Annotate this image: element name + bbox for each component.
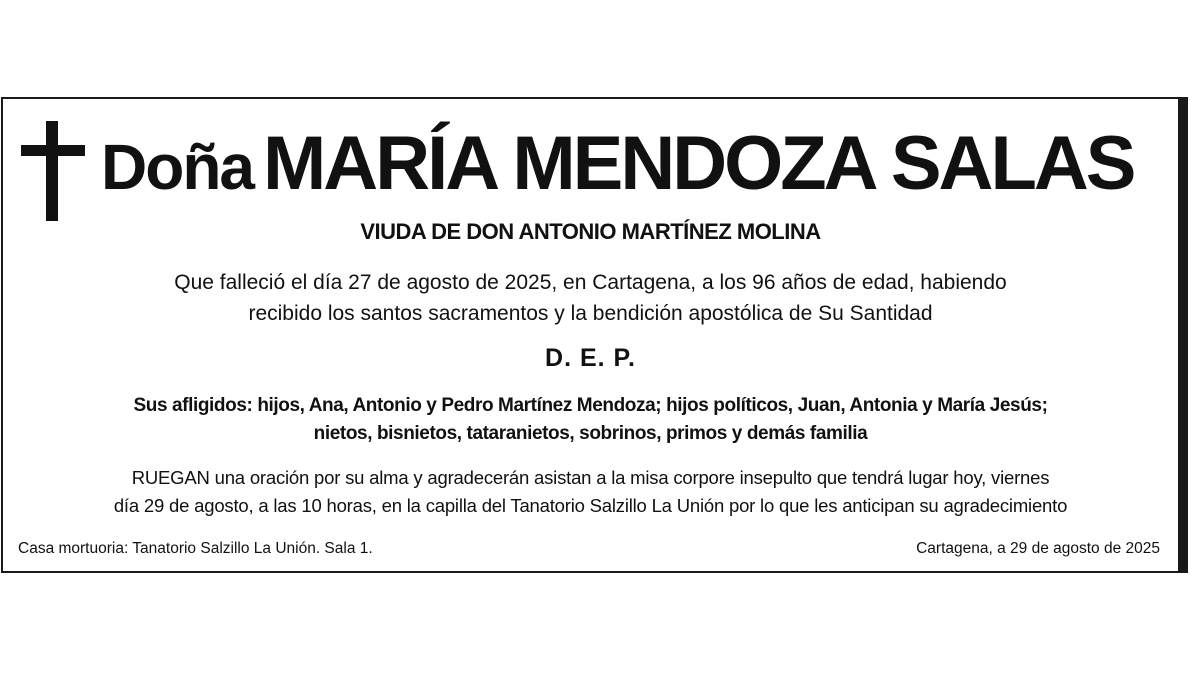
obituary-notice (1, 97, 1188, 573)
death-line-2: recibido los santos sacramentos y la bendición apostólica de Su Santidad (248, 302, 933, 325)
request-line-1: RUEGAN una oración por su alma y agradecerán asistan a la misa corpore insepulto que tendrá lugar hoy, viernes (131, 467, 1050, 488)
dep-label: D. E. P. (545, 344, 636, 372)
funeral-home-info: Casa mortuoria: Tanatorio Salzillo La Unión. Sala 1. (18, 540, 373, 557)
mass-request (3, 464, 1178, 520)
widow-subtitle: VIUDA DE DON ANTONIO MARTÍNEZ MOLINA (360, 219, 821, 244)
family-mourners (3, 392, 1178, 448)
deceased-full-name: MARÍA MENDOZA SALAS (263, 121, 1134, 206)
death-line-1: Que falleció el día 27 de agosto de 2025, en Cartagena, a los 96 años de edad, habiendo (174, 271, 1007, 294)
honorific: Doña (101, 131, 253, 203)
family-line-1: Sus afligidos: hijos, Ana, Antonio y Pedro Martínez Mendoza; hijos políticos, Juan, Antonia y María Jesús; (133, 395, 1048, 416)
deceased-name-heading (101, 119, 1161, 209)
cross-icon (21, 121, 85, 221)
family-line-2: nietos, bisnietos, tataranietos, sobrinos, primos y demás familia (313, 423, 868, 444)
death-statement (3, 267, 1178, 329)
place-date: Cartagena, a 29 de agosto de 2025 (916, 540, 1160, 557)
request-line-2: día 29 de agosto, a las 10 horas, en la capilla del Tanatorio Salzillo La Unión por lo que les anticipan su agradecimiento (113, 495, 1068, 516)
